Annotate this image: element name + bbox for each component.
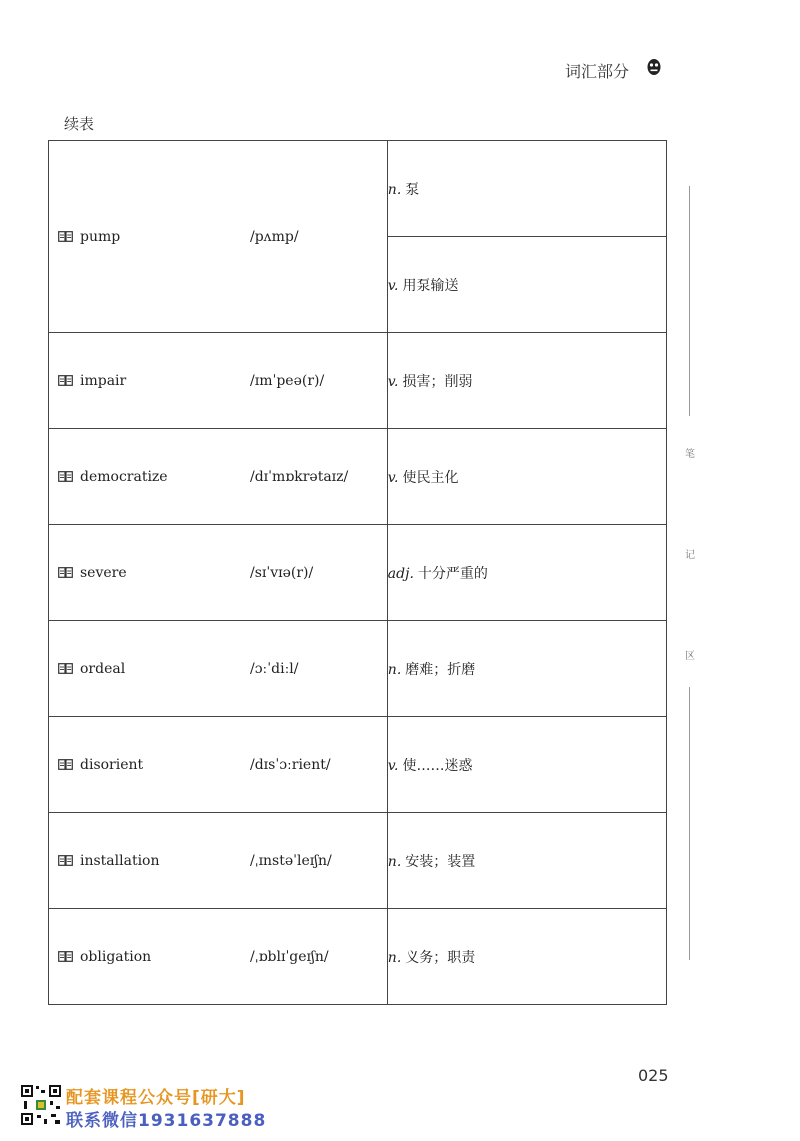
notes-divider-bottom — [689, 687, 690, 960]
phonetic: /dɪsˈɔːrient/ — [250, 756, 331, 773]
word-cell — [49, 621, 388, 717]
table-row — [49, 909, 667, 1005]
word-cell — [49, 909, 388, 1005]
notes-label-char: 区 — [685, 651, 695, 662]
book-icon — [58, 951, 73, 962]
table-row — [49, 429, 667, 525]
book-icon — [58, 759, 73, 770]
phonetic: /ɔːˈdiːl/ — [250, 660, 299, 677]
book-icon — [58, 663, 73, 674]
notes-divider-top — [689, 186, 690, 416]
book-icon — [58, 375, 73, 386]
definition-cell — [387, 429, 666, 525]
phonetic: /dɪˈmɒkrətaɪz/ — [250, 468, 349, 485]
definition-text: 泵 — [405, 181, 420, 198]
headword: democratize — [80, 468, 168, 485]
part-of-speech: v. — [387, 469, 399, 486]
qr-code-icon — [20, 1084, 62, 1126]
table-row — [49, 621, 667, 717]
word-cell — [49, 141, 388, 333]
headword: pump — [80, 228, 121, 245]
word-cell — [49, 813, 388, 909]
part-of-speech: v. — [387, 757, 399, 774]
notes-label-char: 笔 — [685, 449, 695, 460]
mascot-icon — [646, 58, 662, 76]
table-row — [49, 141, 667, 237]
phonetic: /ˌɪnstəˈleɪʃn/ — [250, 852, 332, 869]
definition-cell — [387, 813, 666, 909]
definition-cell — [387, 621, 666, 717]
page-header-title: 词汇部分 — [565, 62, 630, 81]
page-number: 025 — [638, 1066, 669, 1085]
definition-cell — [387, 525, 666, 621]
headword: obligation — [80, 948, 152, 965]
book-icon — [58, 855, 73, 866]
headword: severe — [80, 564, 127, 581]
phonetic: /ˌɒblɪˈgeɪʃn/ — [250, 948, 329, 965]
part-of-speech: v. — [387, 373, 399, 390]
part-of-speech: adj. — [387, 565, 414, 582]
headword: installation — [80, 852, 160, 869]
word-cell — [49, 525, 388, 621]
part-of-speech: v. — [387, 277, 399, 294]
word-cell — [49, 333, 388, 429]
part-of-speech: n. — [387, 181, 402, 198]
definition-cell — [387, 237, 666, 333]
word-cell — [49, 429, 388, 525]
notes-label-char: 记 — [685, 550, 695, 561]
definition-cell — [387, 333, 666, 429]
definition-text: 安装；装置 — [405, 853, 476, 870]
table-row — [49, 525, 667, 621]
book-icon — [58, 567, 73, 578]
definition-text: 义务；职责 — [405, 949, 476, 966]
table-row — [49, 333, 667, 429]
definition-text: 损害；削弱 — [402, 373, 473, 390]
phonetic: /pʌmp/ — [250, 228, 299, 245]
headword: ordeal — [80, 660, 126, 677]
continued-table-label: 续表 — [64, 115, 95, 133]
definition-text: 使民主化 — [402, 469, 459, 486]
part-of-speech: n. — [387, 661, 402, 678]
book-icon — [58, 471, 73, 482]
definition-cell — [387, 717, 666, 813]
headword: disorient — [80, 756, 144, 773]
part-of-speech: n. — [387, 949, 402, 966]
definition-text: 用泵输送 — [402, 277, 459, 294]
phonetic: /sɪˈvɪə(r)/ — [250, 564, 314, 581]
vocabulary-table — [48, 140, 667, 1005]
table-row — [49, 813, 667, 909]
phonetic: /ɪmˈpeə(r)/ — [250, 372, 325, 389]
definition-text: 使……迷惑 — [402, 757, 473, 774]
headword: impair — [80, 372, 127, 389]
promo-line-course: 配套课程公众号[研大] — [66, 1088, 246, 1108]
definition-cell — [387, 141, 666, 237]
definition-cell — [387, 909, 666, 1005]
promo-line-wechat: 联系微信1931637888 — [66, 1111, 267, 1131]
table-row — [49, 717, 667, 813]
part-of-speech: n. — [387, 853, 402, 870]
book-icon — [58, 231, 73, 242]
definition-text: 磨难；折磨 — [405, 661, 476, 678]
word-cell — [49, 717, 388, 813]
definition-text: 十分严重的 — [417, 565, 488, 582]
